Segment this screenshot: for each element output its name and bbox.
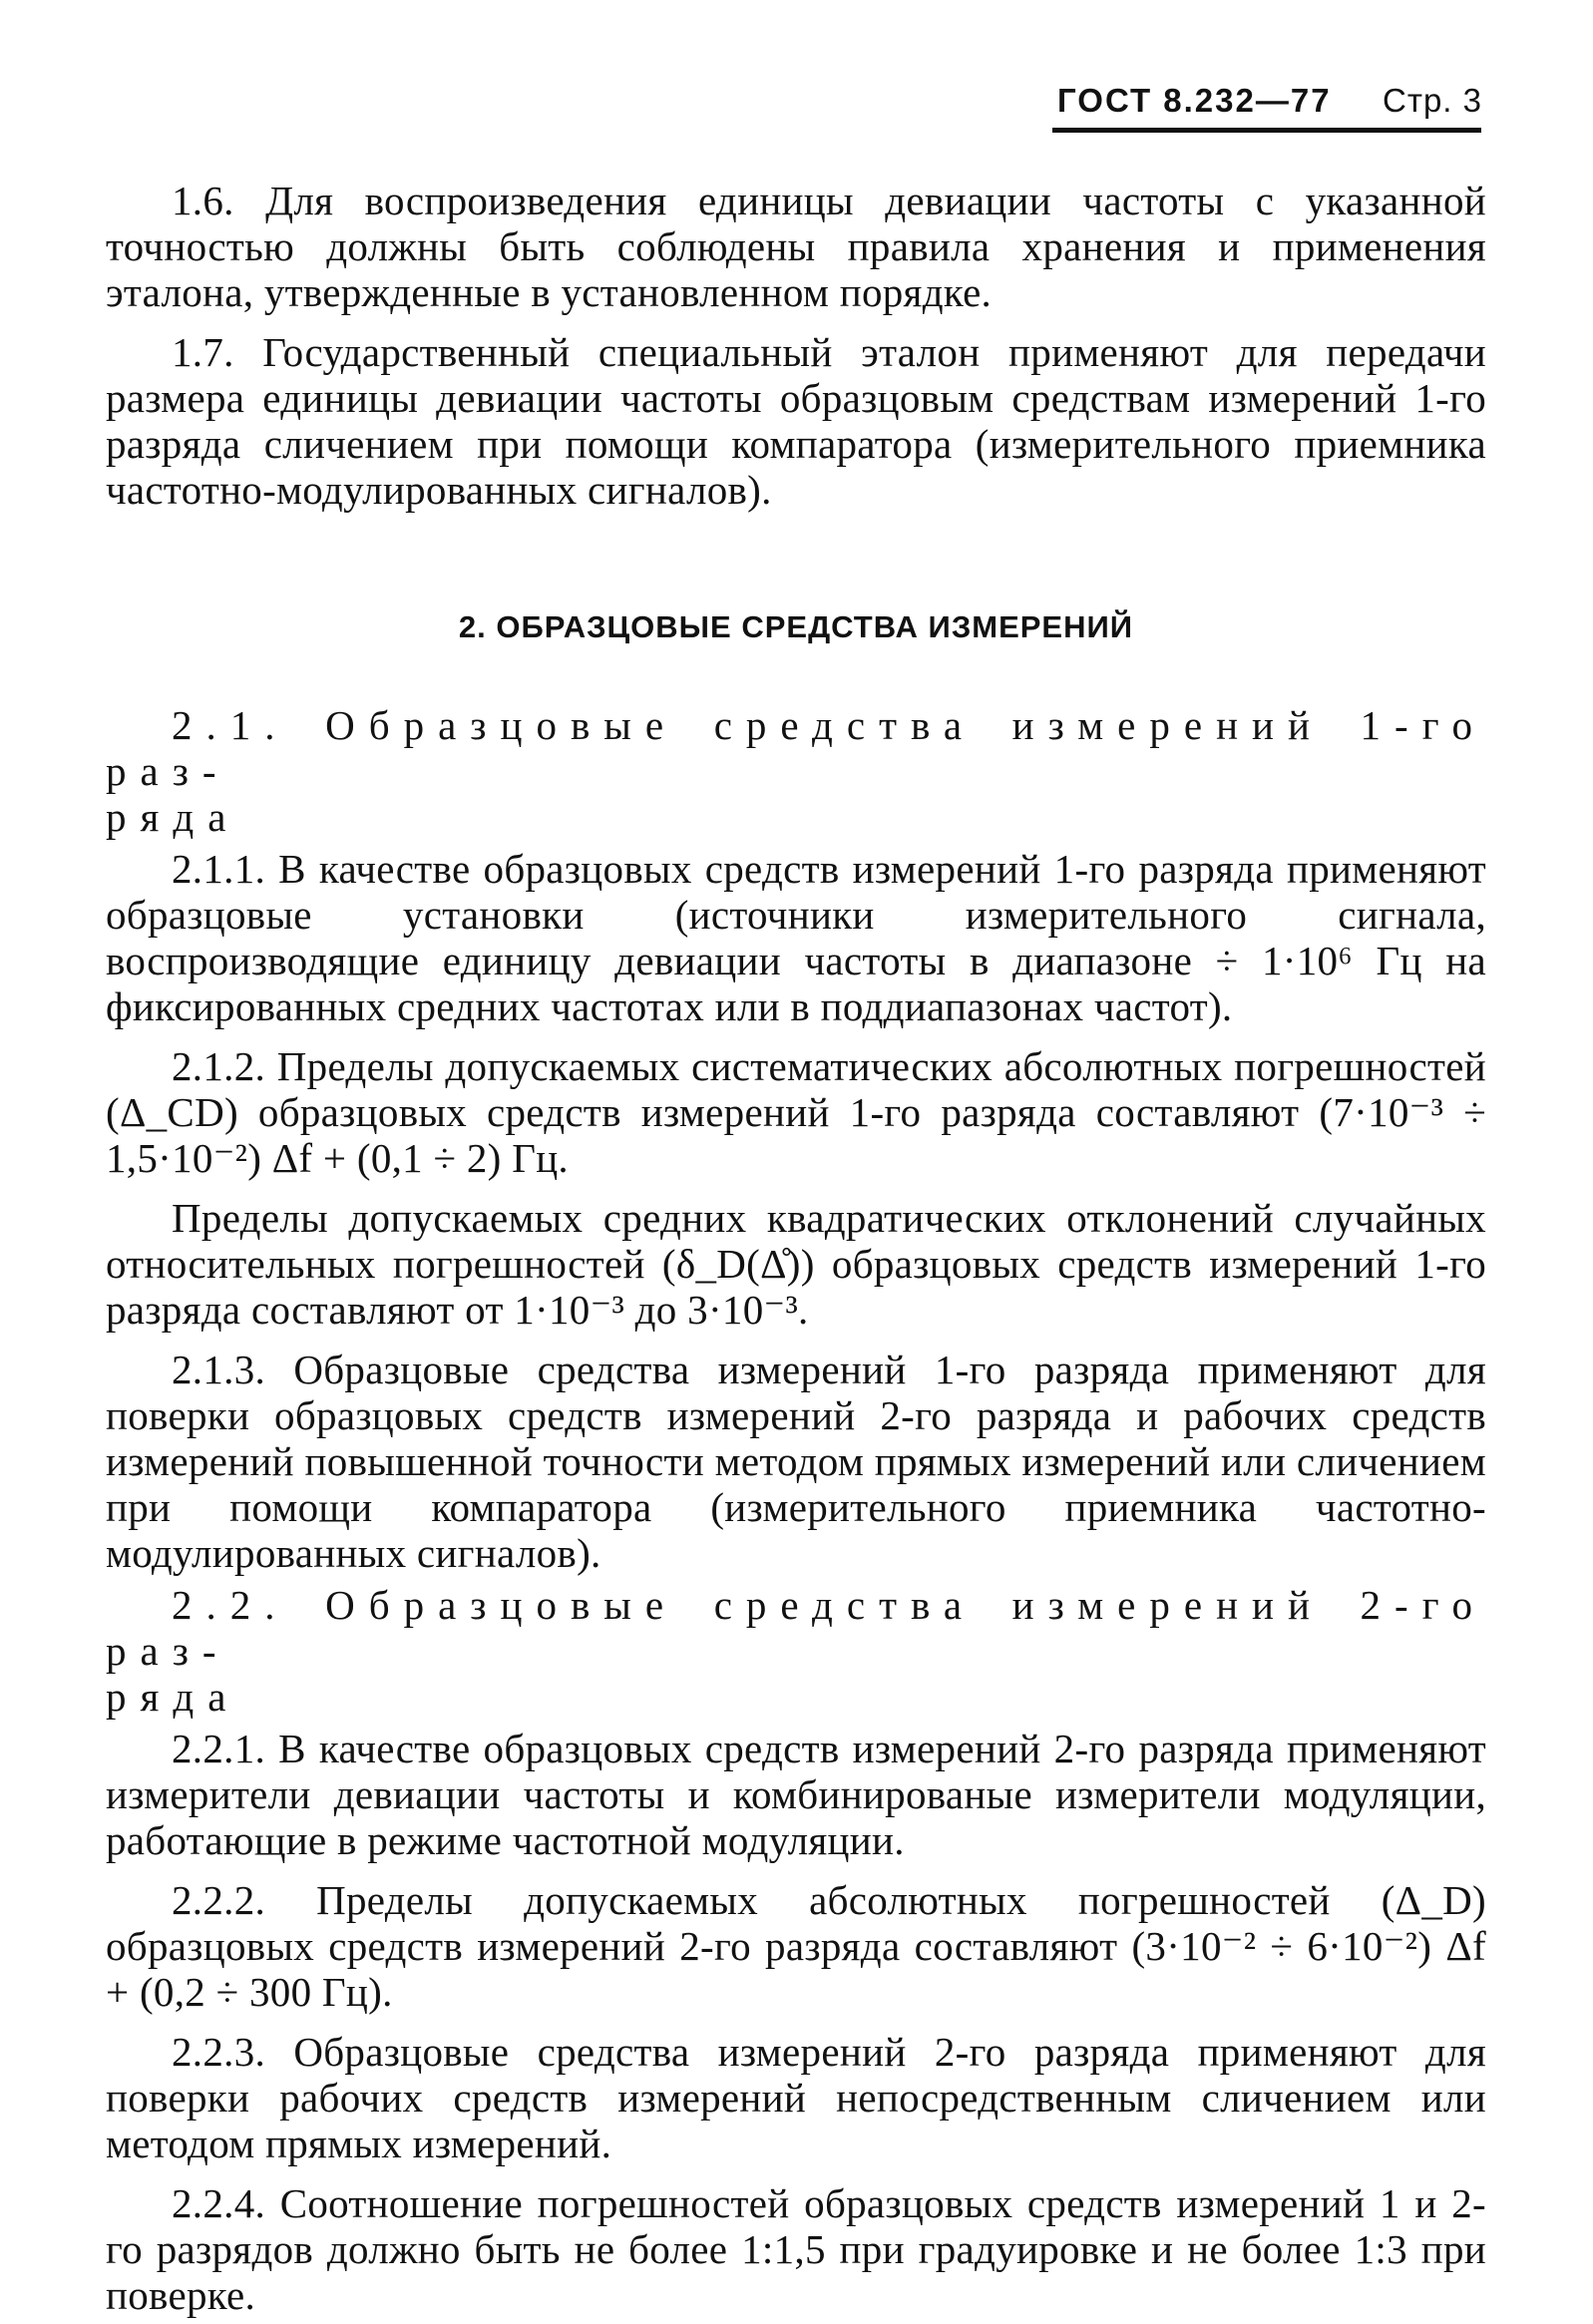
paragraph-2-2-2: 2.2.2. Пределы допускаемых абсолютных погрешностей (Δ_D) образцовых средств измерений 2-го разряда составляют (3·10⁻² ÷ 6·10⁻²) Δf + (0,2 ÷ 300 Гц). [106, 1877, 1486, 2015]
document-body [106, 178, 1486, 2324]
subsection-2-2-heading [106, 1582, 1486, 1674]
paragraph-1-6: 1.6. Для воспроизведения единицы девиации частоты с указанной точностью должны быть соблюдены правила хранения и применения эталона, утвержденные в установленном порядке. [106, 178, 1486, 315]
subsection-2-2-heading-cont [106, 1674, 1486, 1720]
standard-number: ГОСТ 8.232—77 [1057, 82, 1332, 119]
paragraph-2-1-3: 2.1.3. Образцовые средства измерений 1-го разряда применяют для поверки образцовых средств измерений 2-го разряда и рабочих средств измерений повышенной точности методом прямых измерений или сличением при помощи компаратора (измерительного приемника частотно-модулированных сигналов). [106, 1347, 1486, 1576]
paragraph-2-1-2: 2.1.2. Пределы допускаемых систематических абсолютных погрешностей (Δ_CD) образцовых средств измерений 1-го разряда составляют (7·10⁻³ ÷ 1,5·10⁻²) Δf + (0,1 ÷ 2) Гц. [106, 1043, 1486, 1181]
subsection-2-1-heading-line2: ряда [106, 794, 240, 840]
subsection-2-2-heading-line1: 2.2. Образцовые средства измерений 2-го раз- [106, 1582, 1486, 1674]
subsection-2-1-heading-cont [106, 794, 1486, 840]
paragraph-2-1-1: 2.1.1. В качестве образцовых средств измерений 1-го разряда применяют образцовые установки (источники измерительного сигнала, воспроизводящие единицу девиации частоты в диапазоне ÷ 1·10⁶ Гц на фиксированных средних частотах или в поддиапазонах частот). [106, 846, 1486, 1029]
paragraph-1-7: 1.7. Государственный специальный эталон применяют для передачи размера единицы девиации частоты образцовым средствам измерений 1-го разряда сличением при помощи компаратора (измерительного приемника частотно-модулированных сигналов). [106, 329, 1486, 513]
page-number: Стр. 3 [1383, 82, 1482, 119]
page-header [1057, 82, 1482, 120]
subsection-2-2-heading-line2: ряда [106, 1674, 240, 1720]
header-rule [1052, 128, 1481, 133]
subsection-2-1-heading-line1: 2.1. Образцовые средства измерений 1-го раз- [106, 702, 1486, 794]
paragraph-2-2-3: 2.2.3. Образцовые средства измерений 2-го разряда применяют для поверки рабочих средств измерений непосредственным сличением или методом прямых измерений. [106, 2029, 1486, 2166]
paragraph-2-2-4: 2.2.4. Соотношение погрешностей образцовых средств измерений 1 и 2-го разрядов должно быть не более 1:1,5 при градуировке и не более 1:3 при поверке. [106, 2180, 1486, 2318]
paragraph-2-2-1: 2.2.1. В качестве образцовых средств измерений 2-го разряда применяют измерители девиации частоты и комбинированые измерители модуляции, работающие в режиме частотной модуляции. [106, 1726, 1486, 1863]
paragraph-2-1-2-b: Пределы допускаемых средних квадратических отклонений случайных относительных погрешностей (δ_D(Δ̊)) образцовых средств измерений 1-го разряда составляют от 1·10⁻³ до 3·10⁻³. [106, 1195, 1486, 1333]
subsection-2-1-heading [106, 702, 1486, 794]
section-2-title: 2. ОБРАЗЦОВЫЕ СРЕДСТВА ИЗМЕРЕНИЙ [458, 609, 1134, 644]
